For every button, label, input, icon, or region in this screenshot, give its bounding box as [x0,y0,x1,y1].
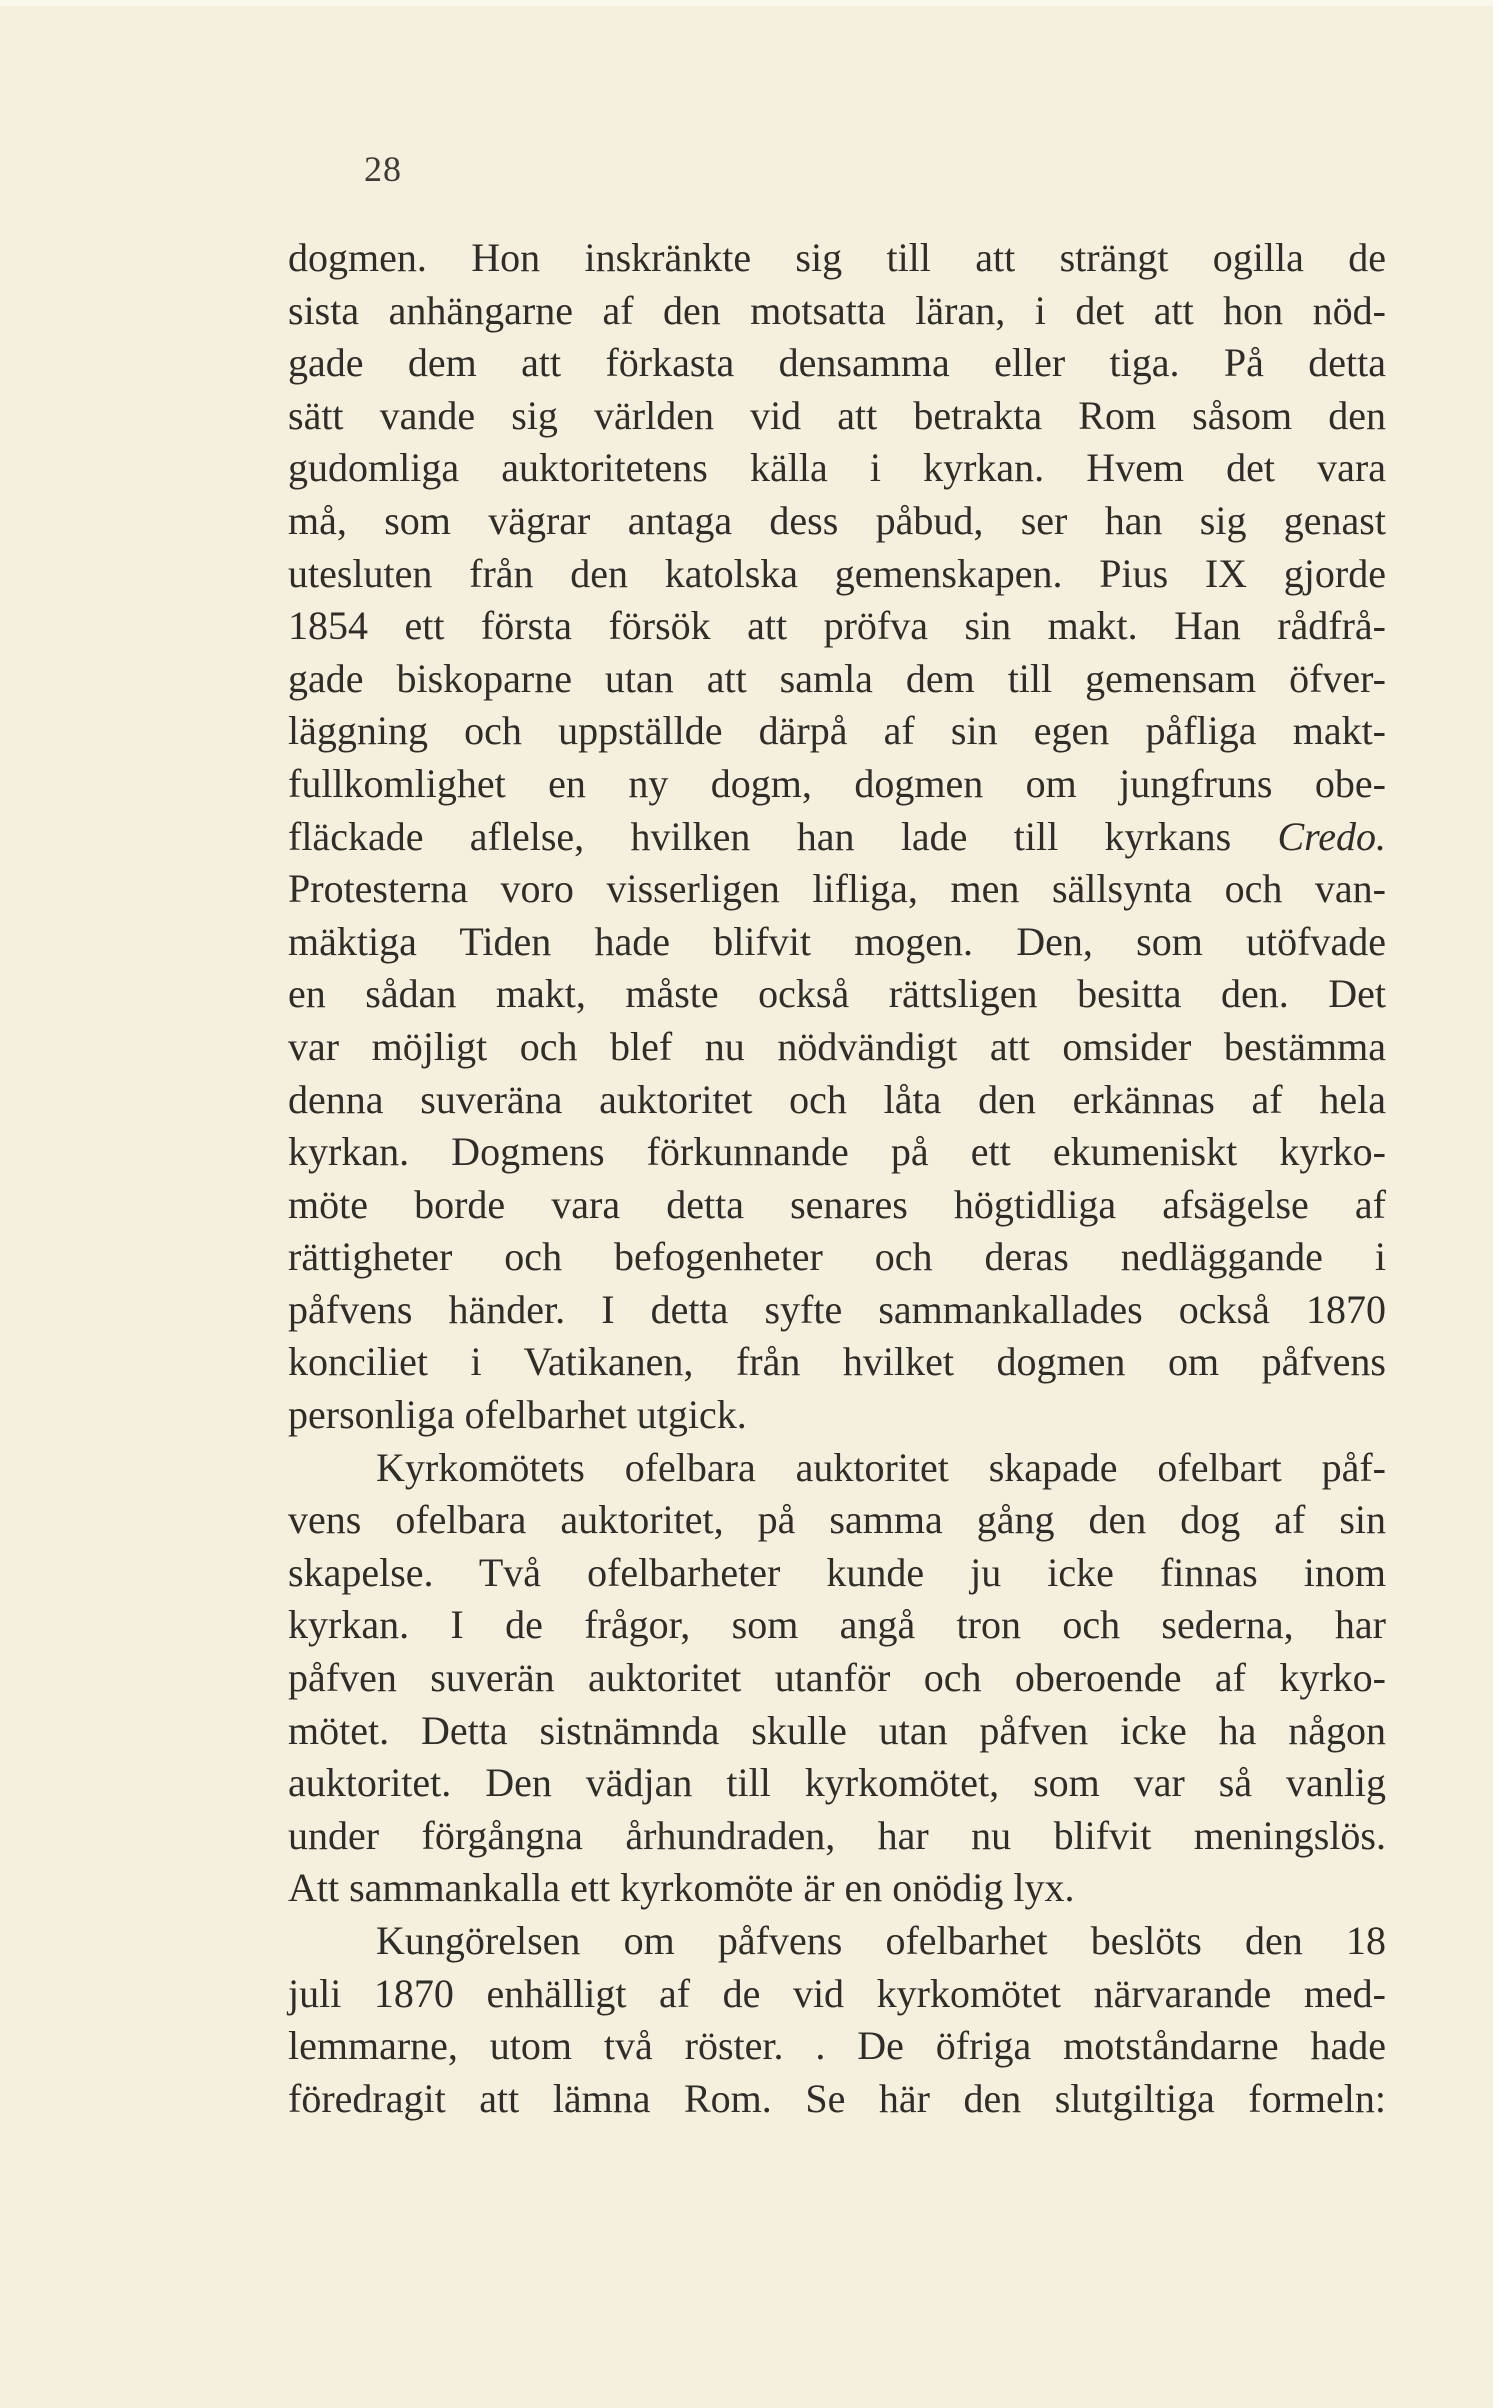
text-line: påfven suverän auktoritet utanför och oberoende af kyrko- [288,1655,1386,1701]
text-line: dogmen. Hon inskränkte sig till att strängt ogilla de [288,235,1386,280]
text-line: Kungörelsen om påfvens ofelbarhet beslöts den 18 [376,1918,1386,1963]
text-line: denna suveräna auktoritet och låta den erkännas af hela [288,1076,1386,1122]
text-line: under förgångna århundraden, har nu blifvit meningslös. [288,1812,1386,1858]
text-line: Protesterna voro visserligen lifliga, men sällsynta och van- [288,866,1386,912]
text-line: mötet. Detta sistnämnda skulle utan påfven icke ha någon [288,1707,1386,1753]
text-line: sätt vande sig världen vid att betrakta Rom såsom den [288,392,1386,438]
page-top-edge [0,0,1507,6]
emphasis-credo: Credo. [1277,813,1386,859]
text-line: utesluten från den katolska gemenskapen. Pius IX gjorde [288,550,1386,596]
text-line: gade dem att förkasta densamma eller tiga. På detta [288,340,1386,386]
page-right-edge [1493,0,1507,2408]
body-text [288,232,1386,2125]
text-line: en sådan makt, måste också rättsligen besitta den. Det [288,971,1386,1017]
text-line: 1854 ett första försök att pröfva sin makt. Han rådfrå- [288,603,1386,649]
text-line: läggning och uppställde därpå af sin egen påfliga makt- [288,708,1386,754]
text-line: fullkomlighet en ny dogm, dogmen om jungfruns obe- [288,760,1386,806]
text-line: möte borde vara detta senares högtidliga afsägelse af [288,1181,1386,1227]
text-line: vens ofelbara auktoritet, på samma gång den dog af sin [288,1497,1386,1543]
text-line: gade biskoparne utan att samla dem till gemensam öfver- [288,655,1386,701]
text-line: påfvens händer. I detta syfte sammankallades också 1870 [288,1286,1386,1332]
text-line: mäktiga Tiden hade blifvit mogen. Den, som utöfvade [288,918,1386,964]
text-line: Kyrkomötets ofelbara auktoritet skapade ofelbart påf- [376,1444,1386,1490]
text-line: rättigheter och befogenheter och deras nedläggande i [288,1234,1386,1280]
text-line: auktoritet. Den vädjan till kyrkomötet, som var så vanlig [288,1760,1386,1806]
text-line: Att sammankalla ett kyrkomöte är en onödig lyx. [288,1865,1075,1911]
text-line: personliga ofelbarhet utgick. [288,1392,747,1438]
text-line: fläckade aflelse, hvilken han lade till kyrkans Credo. [288,813,1386,859]
text-line: konciliet i Vatikanen, från hvilket dogmen om påfvens [288,1339,1386,1385]
text-line: gudomliga auktoritetens källa i kyrkan. Hvem det vara [288,445,1386,491]
text-line: sista anhängarne af den motsatta läran, i det att hon nöd- [288,287,1386,333]
text-line: var möjligt och blef nu nödvändigt att omsider bestämma [288,1023,1386,1069]
text-line: må, som vägrar antaga dess påbud, ser han sig genast [288,497,1386,543]
text-line: skapelse. Två ofelbarheter kunde ju icke finnas inom [288,1549,1386,1595]
text-line: föredragit att lämna Rom. Se här den slutgiltiga formeln: [288,2075,1386,2121]
text-line: kyrkan. Dogmens förkunnande på ett ekumeniskt kyrko- [288,1129,1386,1175]
page-number: 28 [364,149,402,189]
text-line: lemmarne, utom två röster. . De öfriga motståndarne hade [288,2023,1386,2069]
text-line: kyrkan. I de frågor, som angå tron och sederna, har [288,1602,1386,1648]
text-line: juli 1870 enhälligt af de vid kyrkomötet närvarande med- [288,1970,1386,2016]
